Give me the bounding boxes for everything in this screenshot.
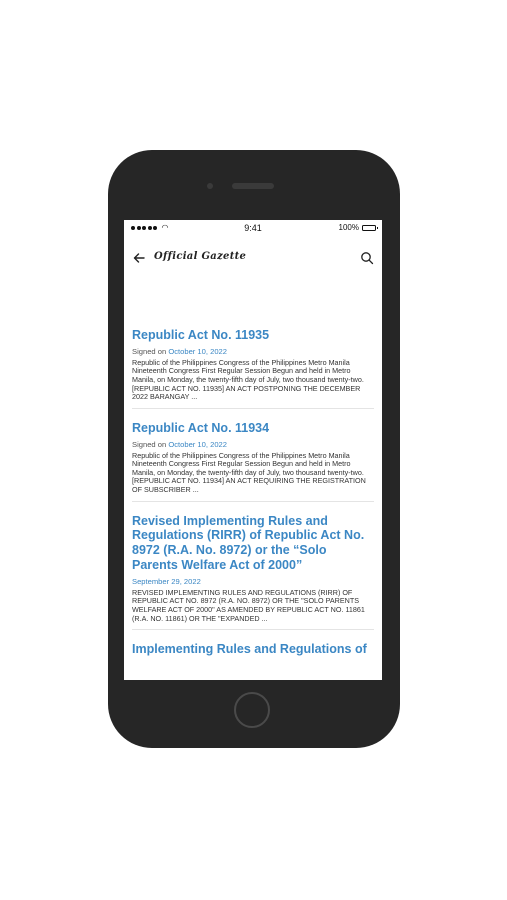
- app-logo: Official Gazette: [154, 251, 247, 262]
- article-meta: [132, 577, 374, 586]
- phone-screen: [124, 220, 382, 680]
- front-camera: [207, 183, 213, 189]
- article-excerpt: Republic of the Philippines Congress of the Philippines Metro Manila Nineteenth Congress First Regular Session Begun and held in Metro Manila, on Monday, the twenty-fifth day of July, two thousand twenty-two. [REPUBLIC ACT NO. 11935] AN ACT POSTPONING THE DECEMBER 2022 BARANGAY ...: [132, 357, 364, 402]
- article-excerpt: Republic of the Philippines Congress of the Philippines Metro Manila Nineteenth Congress First Regular Session Begun and held in Metro Manila, on Monday, the twenty-fifth day of July, two thousand twenty-two. [REPUBLIC ACT NO. 11934] AN ACT REQUIRING THE REGISTRATION OF SUBSCRIBER ...: [132, 450, 366, 494]
- article-title[interactable]: Implementing Rules and Regulations of: [132, 642, 367, 657]
- article-meta: [132, 347, 374, 356]
- app-bar: [124, 238, 382, 278]
- article-title[interactable]: Republic Act No. 11935: [132, 328, 270, 342]
- earpiece-speaker: [232, 183, 274, 189]
- article-date: October 10, 2022: [168, 346, 227, 356]
- signed-label: Signed on: [132, 346, 169, 356]
- battery-percent: 100%: [338, 223, 359, 232]
- article-excerpt: REVISED IMPLEMENTING RULES AND REGULATIONS (RIRR) OF REPUBLIC ACT NO. 8972 (R.A. NO. 8972) OR THE "SOLO PARENTS WELFARE ACT OF 2000" AS AMENDED BY REPUBLIC ACT NO. 11861 (R.A. NO. 11861) OR THE "EXPANDED ...: [132, 587, 365, 623]
- status-time: 9:41: [244, 223, 262, 233]
- battery-icon: [362, 225, 376, 231]
- divider: [132, 408, 374, 409]
- divider: [132, 629, 374, 630]
- battery-status: [339, 223, 376, 232]
- phone-frame: [108, 150, 400, 748]
- status-bar: [124, 220, 382, 238]
- wifi-icon: ◠: [161, 223, 169, 232]
- divider: [132, 501, 374, 502]
- arrow-left-icon[interactable]: [132, 251, 146, 265]
- article-card[interactable]: [124, 328, 382, 409]
- article-card[interactable]: [124, 642, 382, 657]
- article-card[interactable]: [124, 514, 382, 631]
- article-meta: [132, 440, 374, 449]
- article-card[interactable]: [124, 421, 382, 502]
- article-feed: [124, 328, 382, 661]
- article-title[interactable]: Republic Act No. 11934: [132, 420, 270, 435]
- article-date: October 10, 2022: [168, 439, 227, 449]
- signed-label: Signed on: [132, 439, 169, 449]
- article-title[interactable]: Revised Implementing Rules and Regulations (RIRR) of Republic Act No. 8972 (R.A. No. 8972) or the “Solo Parents Welfare Act of 2000”: [132, 513, 365, 572]
- home-button[interactable]: [234, 692, 270, 728]
- search-icon[interactable]: [360, 251, 374, 265]
- article-date: September 29, 2022: [132, 576, 201, 586]
